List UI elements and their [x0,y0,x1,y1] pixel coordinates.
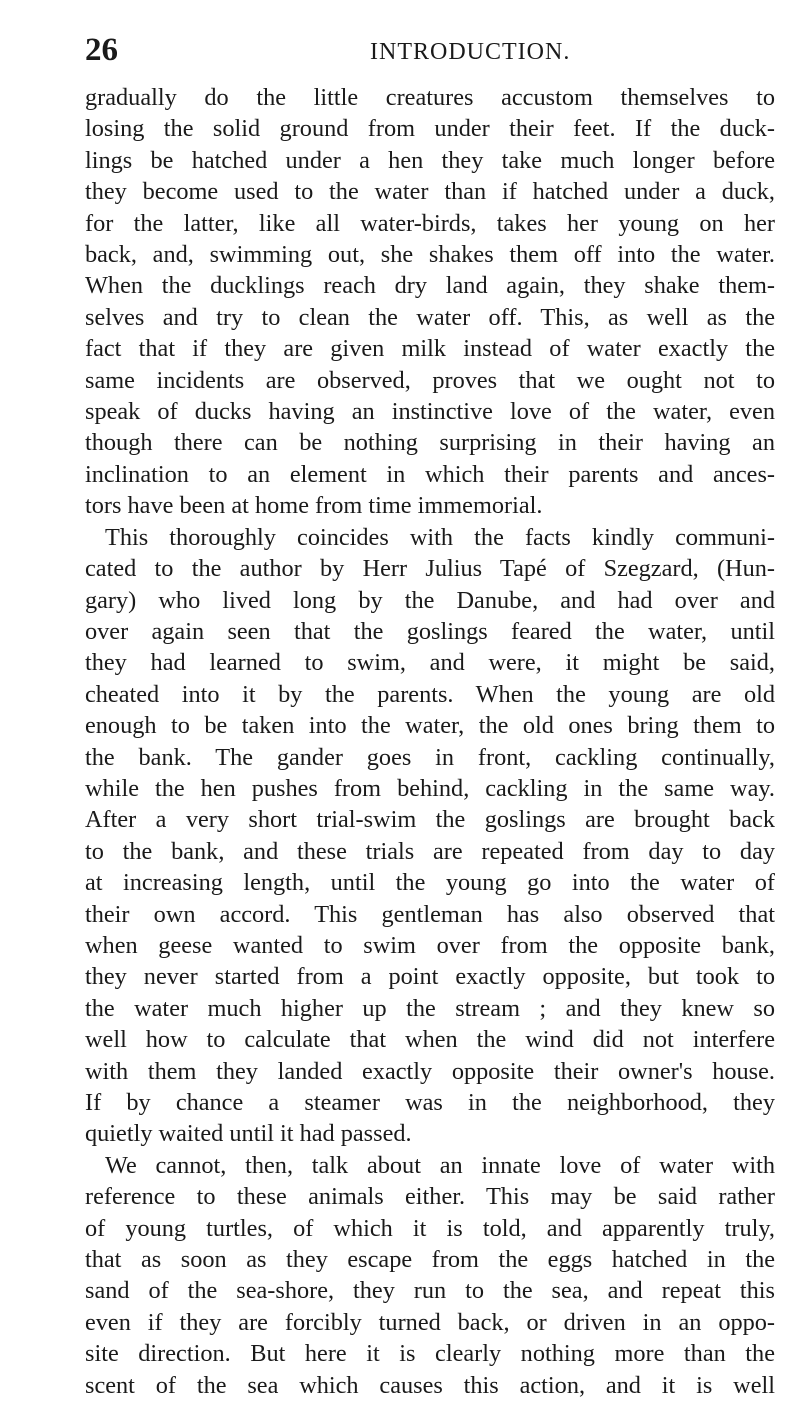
text-line: cheated into it by the parents. When the young are old [85,680,775,708]
text-line: while the hen pushes from behind, cackling in the same way. [85,774,775,802]
text-line: well how to calculate that when the wind did not interfere [85,1026,775,1054]
text-line: over again seen that the goslings feared the water, until [85,617,775,645]
text-line: gary) who lived long by the Danube, and had over and [85,586,775,614]
page-number: 26 [85,32,118,68]
chapter-title: INTRODUCTION. [370,39,571,65]
text-line: the water much higher up the stream ; and they knew so [85,994,775,1022]
paragraph [85,522,775,1150]
text-line: for the latter, like all water-birds, takes her young on her [85,209,775,237]
text-line: they never started from a point exactly opposite, but took to [85,963,775,991]
text-line: After a very short trial-swim the goslings are brought back [85,806,775,834]
text-line: to the bank, and these trials are repeated from day to day [85,837,775,865]
text-line: selves and try to clean the water off. This, as well as the [85,303,775,331]
text-line: losing the solid ground from under their feet. If the duck- [85,115,775,143]
text-line: they had learned to swim, and were, it might be said, [85,649,775,677]
text-line: back, and, swimming out, she shakes them off into the water. [85,241,775,269]
paragraph [85,82,775,522]
text-line: enough to be taken into the water, the old ones bring them to [85,712,775,740]
paragraph [85,1150,775,1401]
text-line: that as soon as they escape from the eggs hatched in the [85,1246,775,1274]
text-line: quietly waited until it had passed. [85,1120,412,1148]
text-line: inclination to an element in which their parents and ances- [85,460,775,488]
text-line: We cannot, then, talk about an innate love of water with [105,1151,775,1179]
text-line: scent of the sea which causes this action, and it is well [85,1371,775,1399]
text-line: When the ducklings reach dry land again, they shake them- [85,272,775,300]
text-line: lings be hatched under a hen they take much longer before [85,146,775,174]
text-line: when geese wanted to swim over from the opposite bank, [85,931,775,959]
text-line: their own accord. This gentleman has also observed that [85,900,775,928]
text-line: site direction. But here it is clearly nothing more than the [85,1340,775,1368]
text-line: they become used to the water than if hatched under a duck, [85,178,775,206]
text-line: fact that if they are given milk instead of water exactly the [85,335,775,363]
text-line: the bank. The gander goes in front, cackling continually, [85,743,775,771]
running-head [85,30,775,70]
text-line: If by chance a steamer was in the neighborhood, they [85,1089,775,1116]
text-line: same incidents are observed, proves that we ought not to [85,366,775,394]
text-line: even if they are forcibly turned back, or driven in an oppo- [85,1308,775,1336]
text-line: This thoroughly coincides with the facts kindly communi- [105,523,775,551]
text-line: sand of the sea-shore, they run to the sea, and repeat this [85,1277,775,1305]
text-line: cated to the author by Herr Julius Tapé of Szegzard, (Hun- [85,555,775,583]
text-line: speak of ducks having an instinctive love of the water, even [85,398,775,426]
text-line: tors have been at home from time immemorial. [85,492,543,520]
text-line: at increasing length, until the young go into the water of [85,869,775,897]
text-line: though there can be nothing surprising in their having an [85,429,775,457]
body-text [85,82,775,1401]
text-line: with them they landed exactly opposite their owner's house. [85,1057,775,1085]
text-line: gradually do the little creatures accustom themselves to [85,84,775,111]
text-line: of young turtles, of which it is told, and apparently truly, [85,1214,775,1242]
text-line: reference to these animals either. This may be said rather [85,1183,775,1211]
